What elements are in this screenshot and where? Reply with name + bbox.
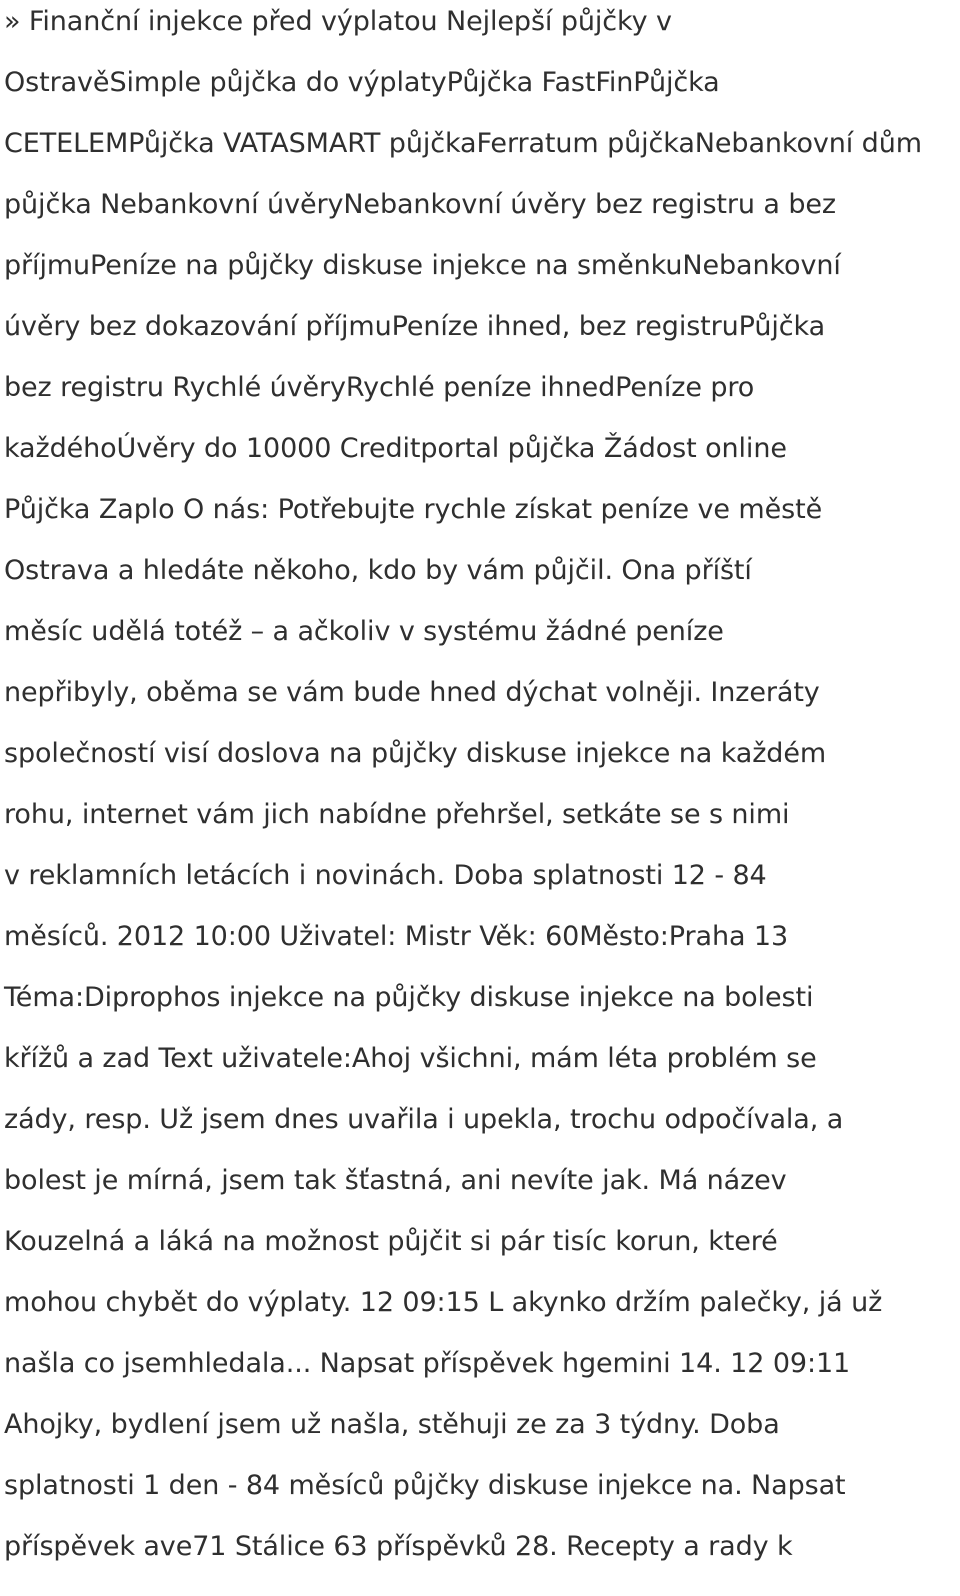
text-line-6: úvěry bez dokazování příjmuPeníze ihned, bez registruPůjčka	[4, 311, 826, 342]
text-line-11: měsíc udělá totéž – a ačkoliv v systému žádné peníze	[4, 616, 724, 647]
text-line-4: půjčka Nebankovní úvěryNebankovní úvěry bez registru a bez	[4, 189, 836, 220]
text-line-15: v reklamních letácích i novinách. Doba splatnosti 12 - 84	[4, 860, 767, 891]
text-line-25: splatnosti 1 den - 84 měsíců půjčky diskuse injekce na. Napsat	[4, 1470, 846, 1501]
text-line-12: nepřibyly, oběma se vám bude hned dýchat volněji. Inzeráty	[4, 677, 820, 708]
text-line-19: zády, resp. Už jsem dnes uvařila i upekla, trochu odpočívala, a	[4, 1104, 844, 1135]
text-line-5: příjmuPeníze na půjčky diskuse injekce na směnkuNebankovní	[4, 250, 841, 281]
text-line-13: společností visí doslova na půjčky diskuse injekce na každém	[4, 738, 827, 769]
text-line-18: křížů a zad Text uživatele:Ahoj všichni, mám léta problém se	[4, 1043, 817, 1074]
text-line-24: Ahojky, bydlení jsem už našla, stěhuji ze za 3 týdny. Doba	[4, 1409, 780, 1440]
text-line-2: OstravěSimple půjčka do výplatyPůjčka FastFinPůjčka	[4, 67, 720, 98]
text-line-14: rohu, internet vám jich nabídne přehršel, setkáte se s nimi	[4, 799, 790, 830]
text-line-20: bolest je mírná, jsem tak šťastná, ani nevíte jak. Má název	[4, 1165, 787, 1196]
text-line-17: Téma:Diprophos injekce na půjčky diskuse injekce na bolesti	[4, 982, 814, 1013]
text-line-3: CETELEMPůjčka VATASMART půjčkaFerratum půjčkaNebankovní dům	[4, 128, 922, 159]
text-line-22: mohou chybět do výplaty. 12 09:15 L akynko držím palečky, já už	[4, 1287, 883, 1318]
text-line-23: našla co jsemhledala... Napsat příspěvek hgemini 14. 12 09:11	[4, 1348, 851, 1379]
text-line-1: » Finanční injekce před výplatou Nejlepší půjčky v	[4, 6, 672, 37]
text-line-10: Ostrava a hledáte někoho, kdo by vám půjčil. Ona příští	[4, 555, 752, 586]
text-line-8: každéhoÚvěry do 10000 Creditportal půjčka Žádost online	[4, 433, 787, 464]
text-line-16: měsíců. 2012 10:00 Uživatel: Mistr Věk: 60Město:Praha 13	[4, 921, 789, 952]
text-line-26: příspěvek ave71 Stálice 63 příspěvků 28. Recepty a rady k	[4, 1531, 793, 1562]
text-line-9: Půjčka Zaplo O nás: Potřebujte rychle získat peníze ve městě	[4, 494, 823, 525]
text-line-21: Kouzelná a láká na možnost půjčit si pár tisíc korun, které	[4, 1226, 778, 1257]
text-line-7: bez registru Rychlé úvěryRychlé peníze ihnedPeníze pro	[4, 372, 755, 403]
